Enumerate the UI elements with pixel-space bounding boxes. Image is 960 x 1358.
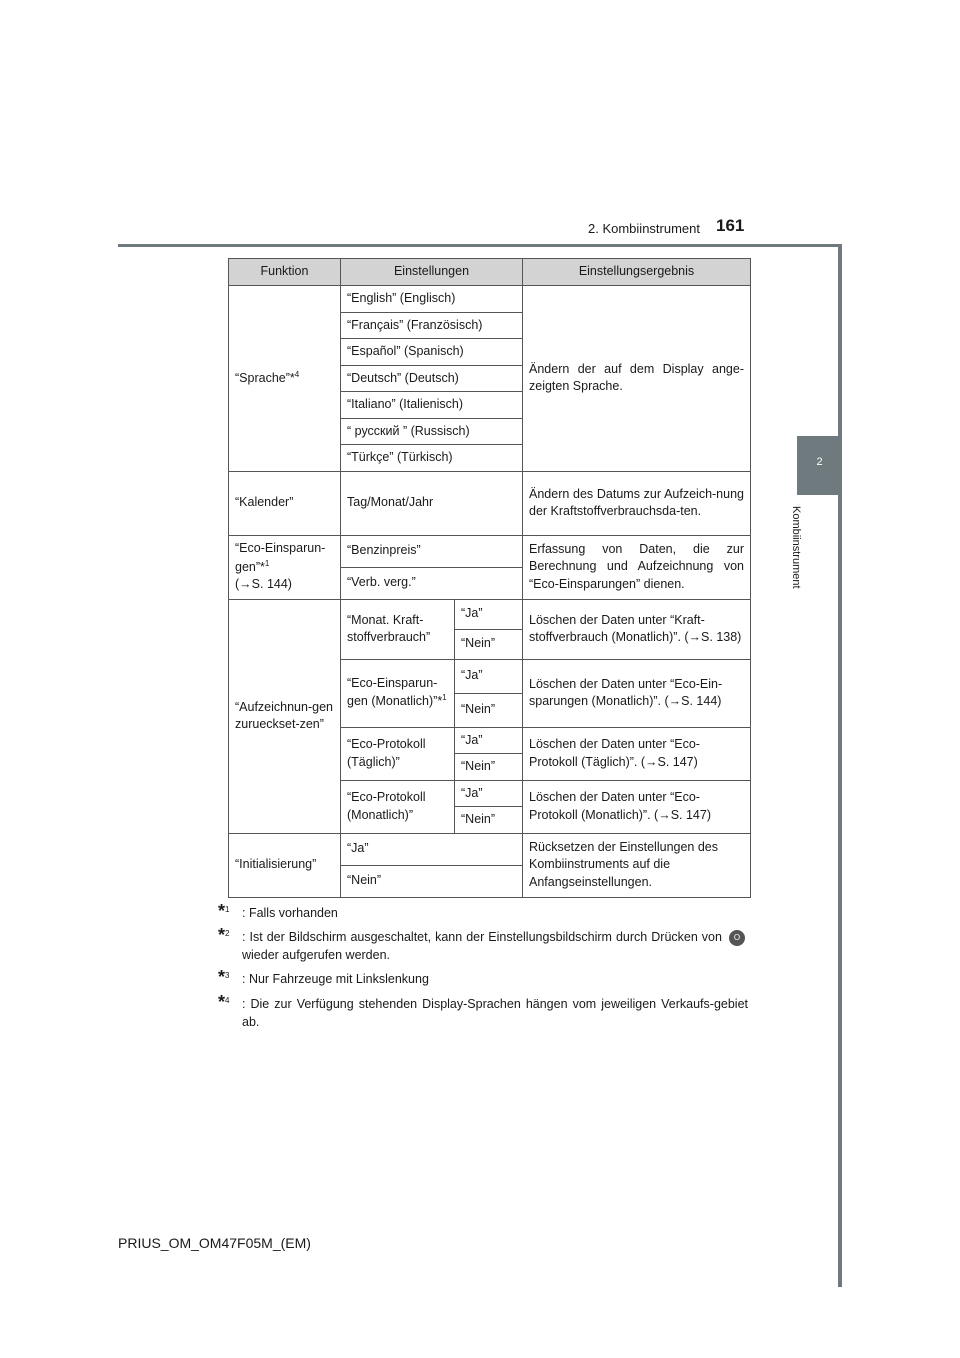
column-header: Einstellungsergebnis: [523, 259, 751, 286]
funktion-cell: “Sprache”*$^4$: [229, 286, 341, 472]
table-header-row: [229, 259, 751, 286]
footnote: *$^4$ : Die zur Verfügung stehenden Display-Sprachen hängen vom jeweiligen Verkaufs-gebiet ab.: [218, 991, 748, 1029]
table-row: [229, 599, 751, 629]
result-cell: Löschen der Daten unter “Eco-Ein-sparungen (Monatlich)”. (→S. 144): [523, 659, 751, 727]
settings-table: [228, 258, 751, 898]
table-row: [229, 535, 751, 567]
table-row: [229, 471, 751, 535]
option-cell: Tag/Monat/Jahr: [341, 471, 523, 535]
footnotes: [218, 901, 748, 1037]
result-cell: Rücksetzen der Einstellungen des Kombiinstruments auf die Anfangseinstellungen.: [523, 833, 751, 897]
footnote-star: *: [289, 371, 295, 386]
footnote: *$^1$ : Falls vorhanden: [218, 901, 338, 922]
funktion-cell: “Aufzeichnun-gen zurueckset-zen”: [229, 599, 341, 833]
option-cell: “Benzinpreis”: [341, 535, 523, 567]
funktion-cell: “Initialisierung”: [229, 833, 341, 897]
footnote: *$^2$ : Ist der Bildschirm ausgeschaltet, kann der Einstellungsbildschirm durch Drücken von O wieder aufgerufen werden.: [218, 928, 748, 964]
group-cell: “Eco-Protokoll (Täglich)”: [341, 727, 455, 780]
side-bar: [838, 247, 842, 1287]
option-cell: “Ja”: [455, 599, 523, 629]
option-cell: “Ja”: [455, 727, 523, 754]
group-cell: “Eco-Protokoll (Monatlich)”: [341, 780, 455, 833]
option-cell: “English” (Englisch): [341, 286, 523, 313]
option-cell: “Nein”: [455, 693, 523, 727]
option-cell: “Italiano” (Italienisch): [341, 392, 523, 419]
result-cell: Löschen der Daten unter “Kraft-stoffverbrauch (Monatlich)”. (→S. 138): [523, 599, 751, 659]
result-cell: Ändern der auf dem Display ange-zeigten Sprache.: [523, 286, 751, 472]
option-cell: “Türkçe” (Türkisch): [341, 445, 523, 472]
result-cell: Ändern des Datums zur Aufzeich-nung der Kraftstoffverbrauchsda-ten.: [523, 471, 751, 535]
column-header: Einstellungen: [341, 259, 523, 286]
table-row: [229, 286, 751, 313]
result-cell: Erfassung von Daten, die zur Berechnung und Aufzeichnung von “Eco-Einsparungen” dienen.: [523, 535, 751, 599]
group-cell: “Monat. Kraft-stoffverbrauch”: [341, 599, 455, 659]
option-cell: “Nein”: [455, 807, 523, 834]
option-cell: “ русский ” (Russisch): [341, 418, 523, 445]
funktion-cell: “Kalender”: [229, 471, 341, 535]
document-code: PRIUS_OM_OM47F05M_(EM): [118, 1235, 311, 1251]
header-rule: [118, 244, 842, 247]
option-cell: “Ja”: [455, 659, 523, 693]
page-ref: (→S. 144): [235, 577, 292, 592]
group-cell: “Eco-Einsparun-gen (Monatlich)”*$^1$: [341, 659, 455, 727]
option-cell: “Nein”: [455, 754, 523, 781]
result-cell: Löschen der Daten unter “Eco-Protokoll (Täglich)”. (→S. 147): [523, 727, 751, 780]
funktion-cell: “Eco-Einsparun-gen”*$^1$ (→S. 144): [229, 535, 341, 599]
footnote: *$^3$ : Nur Fahrzeuge mit Linkslenkung: [218, 967, 429, 988]
option-cell: “Ja”: [341, 833, 523, 865]
option-cell: “Nein”: [341, 865, 523, 897]
table-row: [229, 833, 751, 865]
option-cell: “Verb. verg.”: [341, 567, 523, 599]
display-button-icon: O: [729, 930, 745, 946]
footnote-star: *: [260, 559, 265, 574]
option-cell: “Ja”: [455, 780, 523, 807]
chapter-tab: 2: [797, 436, 842, 495]
column-header: Funktion: [229, 259, 341, 286]
option-cell: “Français” (Französisch): [341, 312, 523, 339]
footnote-star: *: [437, 694, 443, 709]
chapter-label: Kombiinstrument: [790, 506, 802, 589]
footnote-ref: 1: [442, 693, 447, 703]
section-title: 2. Kombiinstrument: [588, 221, 700, 236]
option-cell: “Deutsch” (Deutsch): [341, 365, 523, 392]
footnote-ref: 4: [294, 369, 300, 379]
page-number: 161: [716, 216, 745, 235]
option-cell: “Español” (Spanisch): [341, 339, 523, 366]
footnote-ref: 1: [264, 558, 270, 568]
option-cell: “Nein”: [455, 629, 523, 659]
result-cell: Löschen der Daten unter “Eco-Protokoll (Monatlich)”. (→S. 147): [523, 780, 751, 833]
